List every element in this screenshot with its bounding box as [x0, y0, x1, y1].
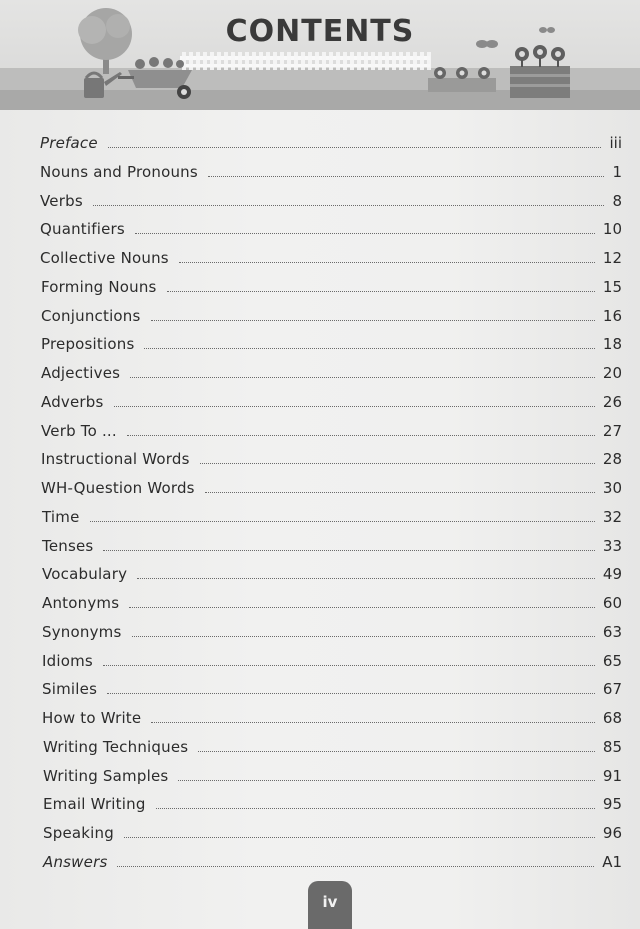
dot-leader: [135, 232, 595, 234]
toc-entry-title: Antonyms: [42, 594, 120, 612]
toc-entry-title: Quantifiers: [40, 220, 125, 239]
toc-entry-title: Email Writing: [43, 795, 146, 814]
dot-leader: [137, 577, 595, 579]
toc-entry-title: Writing Samples: [43, 766, 169, 785]
dot-leader: [198, 750, 595, 752]
toc-entry-page: 63: [602, 622, 622, 641]
dot-leader: [144, 347, 594, 349]
toc-entry-title: Speaking: [43, 824, 114, 842]
toc-entry: [42, 590, 622, 612]
page-number: iv: [322, 893, 338, 911]
toc-entry-page: 8: [612, 191, 622, 210]
toc-entry: [42, 676, 622, 698]
toc-entry-title: Writing Techniques: [43, 737, 189, 756]
dot-leader: [200, 462, 595, 464]
page-title: CONTENTS: [225, 14, 415, 49]
toc-entry: [41, 303, 622, 325]
toc-entry-page: A1: [602, 852, 622, 871]
toc-entry-title: Synonyms: [42, 622, 122, 641]
dot-leader: [129, 606, 595, 608]
dot-leader: [103, 664, 595, 666]
toc-entry-title: Preface: [40, 134, 98, 152]
toc-entry: [41, 446, 622, 468]
toc-entry: [42, 648, 622, 670]
toc-entry-title: Forming Nouns: [41, 277, 157, 296]
toc-entry-page: 30: [602, 479, 622, 497]
toc-entry-page: 27: [602, 421, 622, 440]
toc-entry-title: Instructional Words: [41, 450, 190, 469]
toc-entry: [40, 130, 622, 152]
dot-leader: [151, 721, 595, 723]
toc-entry-page: 1: [612, 162, 622, 181]
dot-leader: [93, 204, 605, 206]
toc-entry-page: 15: [602, 277, 622, 296]
toc-entry-title: Nouns and Pronouns: [40, 162, 198, 181]
toc-entry-title: Similes: [42, 680, 98, 699]
toc-entry-page: 91: [602, 766, 622, 785]
toc-entry-title: Conjunctions: [41, 306, 141, 325]
toc-entry-title: Verb To ...: [41, 421, 117, 440]
toc-entry-page: 65: [602, 651, 622, 670]
dot-leader: [127, 434, 595, 436]
toc-entry-page: 16: [602, 306, 622, 325]
toc-entry: [41, 418, 622, 440]
toc-entry: [41, 331, 622, 353]
dot-leader: [130, 376, 595, 378]
toc-entry-title: How to Write: [42, 709, 142, 727]
dot-leader: [103, 549, 594, 551]
toc-entry: [42, 705, 622, 727]
toc-entry-title: Collective Nouns: [40, 249, 169, 267]
toc-entry-title: Tenses: [42, 536, 94, 555]
dot-leader: [208, 175, 605, 177]
toc-entry: [40, 216, 622, 238]
toc-entry-title: Idioms: [42, 651, 93, 670]
toc-entry: [42, 561, 622, 583]
toc-entry: [41, 475, 622, 497]
toc-entry-page: 67: [602, 680, 622, 699]
toc-entry: [43, 820, 622, 842]
dot-leader: [151, 319, 595, 321]
toc-entry: [41, 274, 622, 296]
toc-entry-page: 18: [602, 335, 622, 354]
dot-leader: [178, 779, 595, 781]
dot-leader: [114, 405, 595, 407]
toc-entry: [40, 188, 622, 210]
dot-leader: [90, 520, 595, 522]
toc-entry: [43, 791, 622, 813]
toc-entry: [43, 763, 622, 785]
toc-entry: [43, 734, 622, 756]
toc-entry-page: 49: [602, 565, 622, 584]
toc-entry: [42, 504, 622, 526]
toc-entry-title: Adjectives: [41, 364, 121, 382]
toc-entry-page: 33: [602, 536, 622, 555]
toc-entry-page: 85: [602, 737, 622, 756]
toc-entry: [41, 389, 622, 411]
toc-entry-page: 10: [602, 220, 622, 239]
toc-entry-title: Answers: [43, 852, 108, 871]
toc-entry-title: Prepositions: [41, 335, 135, 354]
toc-entry-page: 60: [602, 594, 622, 612]
dot-leader: [132, 635, 595, 637]
toc-entry-page: 95: [602, 795, 622, 814]
toc-entry: [41, 360, 622, 382]
dot-leader: [108, 146, 602, 148]
toc-entry-page: iii: [609, 134, 622, 152]
toc-entry-page: 26: [602, 392, 622, 411]
toc-entry-page: 20: [602, 364, 622, 382]
dot-leader: [117, 865, 594, 867]
toc-entry: [42, 619, 622, 641]
toc-entry-page: 68: [602, 709, 622, 727]
toc-entry: [42, 533, 622, 555]
dot-leader: [205, 491, 595, 493]
dot-leader: [156, 807, 595, 809]
toc-entry-page: 96: [602, 824, 622, 842]
toc-entry-title: Verbs: [40, 191, 83, 210]
dot-leader: [179, 261, 595, 263]
toc-entry-title: WH-Question Words: [41, 479, 195, 497]
toc-entry: [40, 159, 622, 181]
toc-entry: [40, 245, 622, 267]
toc-entry: [43, 849, 622, 871]
toc-entry-page: 32: [602, 507, 622, 526]
toc-entry-title: Vocabulary: [42, 565, 128, 584]
toc-entry-title: Adverbs: [41, 392, 104, 411]
dot-leader: [107, 692, 595, 694]
toc-entry-page: 12: [602, 249, 622, 267]
toc-entry-title: Time: [42, 507, 80, 526]
toc-entry-page: 28: [602, 450, 622, 469]
dot-leader: [124, 836, 595, 838]
dot-leader: [167, 290, 595, 292]
